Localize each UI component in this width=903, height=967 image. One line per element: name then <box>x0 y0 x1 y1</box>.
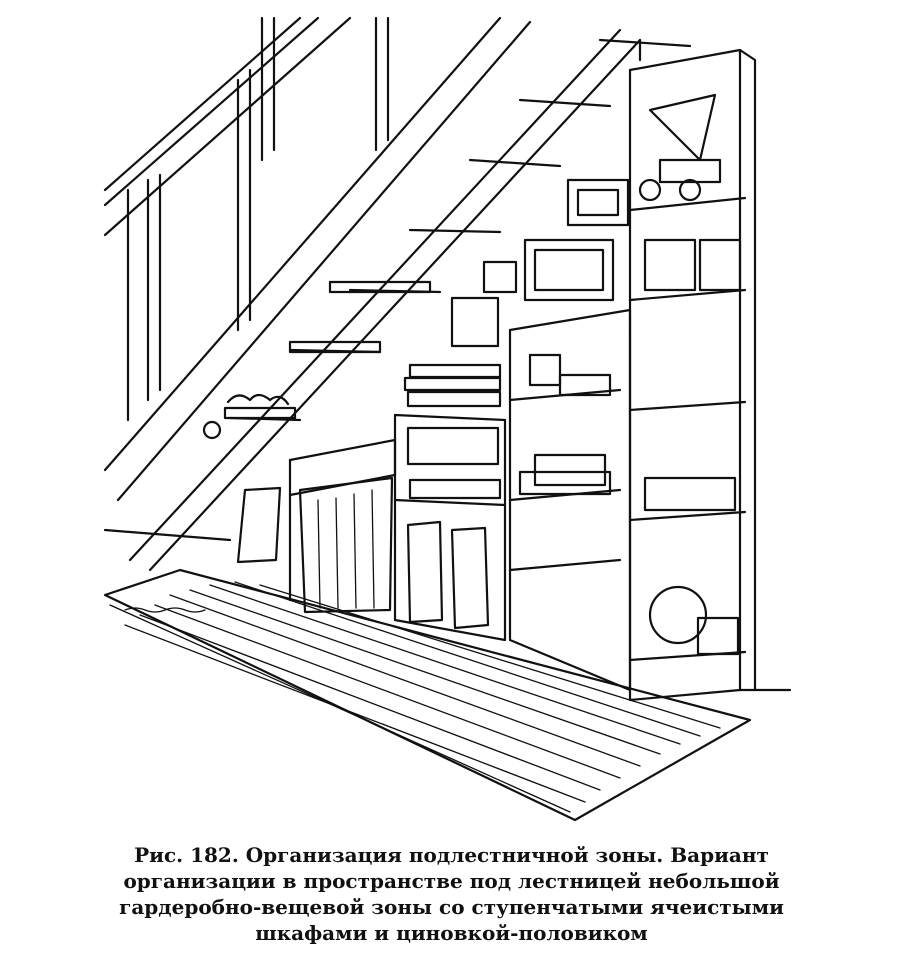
figure-caption <box>60 842 843 946</box>
drawer-unit <box>395 365 505 640</box>
caption-text: Организация подлестничной зоны. Вариант организации в пространстве под лестницей небольшой гардеробно-вещевой зоны со ступенчатыми ячеистыми шкафами и циновкой-половиком <box>119 843 784 945</box>
wicker-basket <box>300 478 392 612</box>
shoe-shelf <box>290 440 395 600</box>
stepped-cabinet <box>510 310 630 690</box>
staircase <box>105 18 690 570</box>
tall-cabinet <box>630 50 755 700</box>
wall-frame <box>105 18 388 540</box>
wall-pictures <box>452 180 628 346</box>
caption-label: Рис. 182. <box>134 843 239 867</box>
striped-rug <box>105 570 750 820</box>
